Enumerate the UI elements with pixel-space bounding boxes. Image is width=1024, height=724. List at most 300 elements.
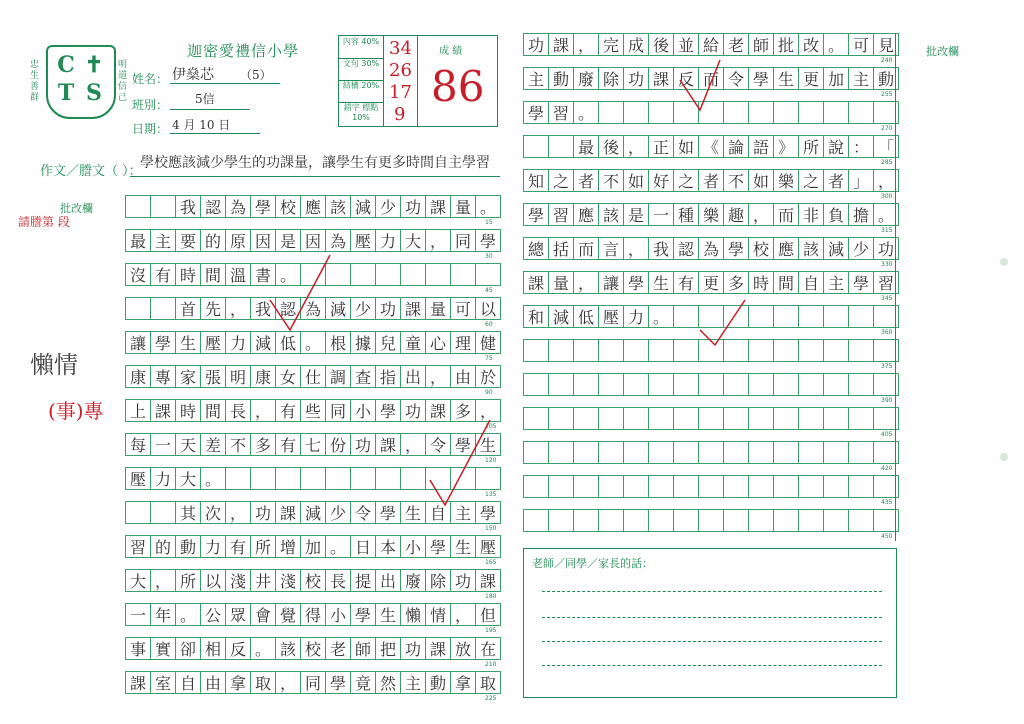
grid-cell: 校 <box>275 195 301 218</box>
grid-cell: 校 <box>300 637 326 660</box>
grid-cell: 是 <box>623 203 649 226</box>
grid-cell: 間 <box>773 271 799 294</box>
grid-cell: 課 <box>523 271 549 294</box>
grid-cell: 好 <box>648 169 674 192</box>
grid-cell: 。 <box>873 203 899 226</box>
grid-cell: 多 <box>723 271 749 294</box>
grid-cell: 出 <box>400 365 426 388</box>
row-number: 300 <box>881 193 893 200</box>
row-number: 255 <box>881 91 893 98</box>
grid-cell: 些 <box>300 399 326 422</box>
grid-cell: 壓 <box>475 535 501 558</box>
grid-cell: 課 <box>150 399 176 422</box>
grid-cell: 仕 <box>300 365 326 388</box>
grid-cell: 壓 <box>200 331 226 354</box>
grid-cell: 先 <box>200 297 226 320</box>
date-label: 日期： <box>132 122 169 136</box>
grid-cell: 淺 <box>225 569 251 592</box>
grid-cell: 功 <box>873 237 899 260</box>
left-remark-header: 批改欄 <box>60 202 93 215</box>
grid-cell: 老 <box>325 637 351 660</box>
grid-cell: 以 <box>475 297 501 320</box>
grid-cell: 。 <box>175 603 201 626</box>
grid-cell: 者 <box>823 169 849 192</box>
grid-cell: 後 <box>598 135 624 158</box>
grid-cell: ， <box>450 603 476 626</box>
grid-cell: 淺 <box>275 569 301 592</box>
grid-cell: 而 <box>573 237 599 260</box>
grid-cell: 負 <box>823 203 849 226</box>
grid-cell: 《 <box>698 135 724 158</box>
grid-cell: 該 <box>598 203 624 226</box>
grid-cell: 學 <box>523 203 549 226</box>
grid-cell: 我 <box>250 297 276 320</box>
grid-cell: 得 <box>300 603 326 626</box>
grid-cell: 懶 <box>400 603 426 626</box>
row-number: 105 <box>485 423 497 430</box>
grid-cell: 首 <box>175 297 201 320</box>
grid-cell: 事 <box>125 637 151 660</box>
grid-cell: 間 <box>200 399 226 422</box>
grid-cell: 。 <box>275 263 301 286</box>
grid-cell: 改 <box>798 33 824 56</box>
grid-cell: 之 <box>798 169 824 192</box>
grid-cell: 功 <box>450 569 476 592</box>
grid-cell: 據 <box>350 331 376 354</box>
grid-cell: 力 <box>375 229 401 252</box>
grid-cell: 量 <box>425 297 451 320</box>
grid-cell: 壓 <box>350 229 376 252</box>
grid-cell: 學 <box>375 501 401 524</box>
grid-cell: 課 <box>425 399 451 422</box>
row-number: 75 <box>485 355 493 362</box>
grid-cell: 增 <box>275 535 301 558</box>
check-mark <box>270 255 330 330</box>
grid-cell: 竟 <box>350 671 376 694</box>
grid-cell: 根 <box>325 331 351 354</box>
grid-cell: 如 <box>623 169 649 192</box>
grid-cell: 批 <box>773 33 799 56</box>
grid-cell: 低 <box>573 305 599 328</box>
grid-cell: 力 <box>200 535 226 558</box>
grid-cell: 課 <box>375 433 401 456</box>
check-mark <box>430 420 490 505</box>
grid-cell: 要 <box>175 229 201 252</box>
grid-cell: 於 <box>475 365 501 388</box>
grid-cell: ， <box>275 671 301 694</box>
grid-cell: 讓 <box>598 271 624 294</box>
row-number: 330 <box>881 261 893 268</box>
grid-cell: 上 <box>125 399 151 422</box>
grid-cell: 校 <box>300 569 326 592</box>
grid-cell: 而 <box>773 203 799 226</box>
grid-cell: 應 <box>573 203 599 226</box>
grid-cell: 七 <box>300 433 326 456</box>
grid-cell: 學 <box>350 603 376 626</box>
grid-cell: 調 <box>325 365 351 388</box>
grid-cell: 我 <box>648 237 674 260</box>
grid-cell: 功 <box>523 33 549 56</box>
grid-cell: 「 <box>873 135 899 158</box>
grid-cell: 主 <box>400 671 426 694</box>
grid-cell: 減 <box>823 237 849 260</box>
right-remark-header: 批改欄 <box>926 45 959 58</box>
grid-cell: 小 <box>400 535 426 558</box>
grid-cell: 。 <box>325 535 351 558</box>
row-number: 45 <box>485 287 493 294</box>
grid-cell: 學 <box>848 271 874 294</box>
grid-cell: 減 <box>548 305 574 328</box>
row-number: 240 <box>881 57 893 64</box>
grid-cell: 學 <box>475 229 501 252</box>
row-number: 225 <box>485 695 497 702</box>
grid-cell: 的 <box>200 229 226 252</box>
grid-cell: 少 <box>848 237 874 260</box>
grid-cell: 書 <box>250 263 276 286</box>
grid-cell: 不 <box>723 169 749 192</box>
class-label: 班別： <box>132 98 169 112</box>
grid-cell: 每 <box>125 433 151 456</box>
grid-cell: 兒 <box>375 331 401 354</box>
grid-cell: 有 <box>673 271 699 294</box>
grid-cell: 括 <box>548 237 574 260</box>
row-number: 405 <box>881 431 893 438</box>
grid-cell: 語 <box>748 135 774 158</box>
grid-cell: 》 <box>773 135 799 158</box>
grid-cell: 主 <box>523 67 549 90</box>
grid-cell: 把 <box>375 637 401 660</box>
grid-cell: 和 <box>523 305 549 328</box>
grid-cell: 。 <box>648 305 674 328</box>
check-mark <box>700 300 745 345</box>
grid-cell: 功 <box>250 501 276 524</box>
grid-cell: 並 <box>673 33 699 56</box>
name-label: 姓名： <box>132 72 169 86</box>
grid-cell: 理 <box>450 331 476 354</box>
grid-cell: 時 <box>175 263 201 286</box>
row-number: 270 <box>881 125 893 132</box>
school-name: 迦密愛禮信小學 <box>187 42 300 60</box>
row-number: 90 <box>485 389 493 396</box>
grid-cell: 習 <box>125 535 151 558</box>
grid-cell: ： <box>848 135 874 158</box>
grid-cell: 生 <box>400 501 426 524</box>
grid-cell: 總 <box>523 237 549 260</box>
grid-cell: 應 <box>300 195 326 218</box>
row-number: 435 <box>881 499 893 506</box>
total-label: 成 績 <box>439 46 463 57</box>
grid-cell: 認 <box>673 237 699 260</box>
grid-cell: 量 <box>548 271 574 294</box>
grid-cell: 令 <box>723 67 749 90</box>
grid-cell: 動 <box>873 67 899 90</box>
grid-cell: 實 <box>150 637 176 660</box>
grid-cell: 師 <box>350 637 376 660</box>
grid-cell: 次 <box>200 501 226 524</box>
grid-cell: 長 <box>325 569 351 592</box>
grid-cell: 為 <box>325 229 351 252</box>
grid-cell: ， <box>150 569 176 592</box>
grid-cell: 如 <box>748 169 774 192</box>
grid-cell: ， <box>425 229 451 252</box>
grid-cell: 加 <box>300 535 326 558</box>
grid-cell: 功 <box>623 67 649 90</box>
motto-right: 明道信己 <box>118 60 128 103</box>
row-number: 135 <box>485 491 497 498</box>
grid-cell: 同 <box>300 671 326 694</box>
grid-cell: 學 <box>748 67 774 90</box>
grid-cell: 公 <box>200 603 226 626</box>
grid-cell: 。 <box>573 101 599 124</box>
grid-cell: 生 <box>773 67 799 90</box>
row-number: 210 <box>485 661 497 668</box>
grid-cell: 給 <box>698 33 724 56</box>
grid-cell: 學 <box>623 271 649 294</box>
grid-cell: 以 <box>200 569 226 592</box>
grid-cell: 放 <box>450 637 476 660</box>
grid-cell: 力 <box>150 467 176 490</box>
grid-cell: 由 <box>200 671 226 694</box>
grid-cell: 動 <box>175 535 201 558</box>
grid-cell: 拿 <box>225 671 251 694</box>
row-number: 195 <box>485 627 497 634</box>
grid-cell: 減 <box>300 501 326 524</box>
side-note-2: (事)專 <box>48 399 104 423</box>
grid-cell: 趣 <box>723 203 749 226</box>
grid-cell: 該 <box>325 195 351 218</box>
grid-cell: 因 <box>300 229 326 252</box>
grid-cell: 有 <box>275 433 301 456</box>
grid-cell: 知 <box>523 169 549 192</box>
grid-cell: 力 <box>623 305 649 328</box>
grid-cell: 樂 <box>698 203 724 226</box>
grid-cell: 多 <box>250 433 276 456</box>
total-score: 86 <box>431 62 485 111</box>
grid-cell: 長 <box>225 399 251 422</box>
row-number: 180 <box>485 593 497 600</box>
grid-cell: 溫 <box>225 263 251 286</box>
grid-cell: 健 <box>475 331 501 354</box>
grid-cell: 主 <box>150 229 176 252</box>
grid-cell: 在 <box>475 637 501 660</box>
grid-cell: 少 <box>325 501 351 524</box>
grid-cell: 之 <box>673 169 699 192</box>
grid-cell: 課 <box>275 501 301 524</box>
grid-cell: 間 <box>200 263 226 286</box>
grid-cell: 功 <box>400 637 426 660</box>
grid-cell: 動 <box>425 671 451 694</box>
grid-cell: 專 <box>150 365 176 388</box>
grid-cell: 反 <box>673 67 699 90</box>
check-mark <box>680 60 720 110</box>
grid-cell: 功 <box>375 297 401 320</box>
grid-cell: 生 <box>648 271 674 294</box>
grid-cell: 老 <box>723 33 749 56</box>
grid-cell: 課 <box>125 671 151 694</box>
grid-cell: 學 <box>450 433 476 456</box>
grid-cell: 減 <box>250 331 276 354</box>
grid-cell: 校 <box>748 237 774 260</box>
score-structure: 17 <box>389 82 412 103</box>
grid-cell: 廢 <box>400 569 426 592</box>
grid-cell: 差 <box>200 433 226 456</box>
grid-cell: 所 <box>175 569 201 592</box>
grid-cell: 一 <box>150 433 176 456</box>
grid-cell: 壓 <box>125 467 151 490</box>
grid-cell: 更 <box>798 67 824 90</box>
grid-cell: 然 <box>375 671 401 694</box>
grid-cell: 相 <box>200 637 226 660</box>
grid-cell: 。 <box>250 637 276 660</box>
grid-cell: 少 <box>350 297 376 320</box>
left-remark-note: 請謄第 段 <box>18 215 70 229</box>
grid-cell: 令 <box>350 501 376 524</box>
row-number: 390 <box>881 397 893 404</box>
grid-cell: 而 <box>698 67 724 90</box>
grid-cell: 因 <box>250 229 276 252</box>
row-number: 375 <box>881 363 893 370</box>
score-label-structure: 結構 20% <box>342 81 380 90</box>
grid-cell: 主 <box>823 271 849 294</box>
grid-cell: 沒 <box>125 263 151 286</box>
grid-cell: ， <box>400 433 426 456</box>
grid-cell: 學 <box>475 501 501 524</box>
grid-cell: 學 <box>250 195 276 218</box>
grid-cell: 份 <box>325 433 351 456</box>
grid-cell: ， <box>748 203 774 226</box>
grid-cell: 認 <box>200 195 226 218</box>
grid-cell: 加 <box>823 67 849 90</box>
grid-cell: 自 <box>175 671 201 694</box>
name-value: 伊燊芯 <box>172 67 214 83</box>
grid-cell: 有 <box>275 399 301 422</box>
grid-cell: 主 <box>848 67 874 90</box>
grid-cell: 年 <box>150 603 176 626</box>
grid-cell: 課 <box>475 569 501 592</box>
grid-cell: 後 <box>648 33 674 56</box>
motto-left: 忠生善群 <box>30 60 40 103</box>
grid-cell: 生 <box>475 433 501 456</box>
grid-cell: 一 <box>648 203 674 226</box>
row-number: 420 <box>881 465 893 472</box>
grid-cell: 學 <box>375 399 401 422</box>
row-number: 120 <box>485 457 497 464</box>
grid-cell: 學 <box>325 671 351 694</box>
topic-label: 作文／謄文（ ）： <box>40 164 142 179</box>
grid-cell: 有 <box>225 535 251 558</box>
row-number: 345 <box>881 295 893 302</box>
grid-cell: 低 <box>275 331 301 354</box>
grid-cell: 日 <box>350 535 376 558</box>
grid-cell: 擔 <box>848 203 874 226</box>
grid-cell: 本 <box>375 535 401 558</box>
grid-cell: ， <box>425 365 451 388</box>
grid-cell: 心 <box>425 331 451 354</box>
grid-cell: 可 <box>848 33 874 56</box>
grid-cell: 如 <box>673 135 699 158</box>
comment-label: 老師／同學／家長的話： <box>532 557 653 570</box>
grid-cell: 小 <box>350 399 376 422</box>
grid-cell: 眾 <box>225 603 251 626</box>
grid-cell: 不 <box>225 433 251 456</box>
row-number: 60 <box>485 321 493 328</box>
grid-cell: 讓 <box>125 331 151 354</box>
grid-cell: 習 <box>873 271 899 294</box>
grid-cell: 所 <box>250 535 276 558</box>
grid-cell: 除 <box>598 67 624 90</box>
grid-cell: 學 <box>723 237 749 260</box>
grid-cell: 論 <box>723 135 749 158</box>
score-label-wording: 文句 30% <box>342 59 380 68</box>
side-note-1: 懶情 <box>30 351 78 379</box>
grid-cell: 拿 <box>450 671 476 694</box>
grid-cell: 最 <box>125 229 151 252</box>
grid-cell: 學 <box>523 101 549 124</box>
grid-cell: 量 <box>450 195 476 218</box>
grid-cell: ， <box>475 399 501 422</box>
grid-cell: 童 <box>400 331 426 354</box>
grid-cell: 令 <box>425 433 451 456</box>
grid-cell: 康 <box>125 365 151 388</box>
grid-cell: 學 <box>425 535 451 558</box>
grid-cell: ， <box>573 271 599 294</box>
grid-cell: 女 <box>275 365 301 388</box>
grid-cell: 自 <box>798 271 824 294</box>
grid-cell: 。 <box>475 195 501 218</box>
grid-cell: 廢 <box>573 67 599 90</box>
row-number: 15 <box>485 219 493 226</box>
grid-cell: 說 <box>823 135 849 158</box>
grid-cell: 出 <box>375 569 401 592</box>
grid-cell: 所 <box>798 135 824 158</box>
grid-cell: 主 <box>450 501 476 524</box>
grid-cell: 課 <box>648 67 674 90</box>
grid-cell: 言 <box>598 237 624 260</box>
grid-cell: 更 <box>698 271 724 294</box>
grid-cell: 覺 <box>275 603 301 626</box>
grid-cell: 時 <box>175 399 201 422</box>
grid-cell: 該 <box>275 637 301 660</box>
grid-cell: ， <box>225 501 251 524</box>
grid-cell: 之 <box>548 169 574 192</box>
grid-cell: 課 <box>425 195 451 218</box>
grid-cell: 家 <box>175 365 201 388</box>
row-number: 150 <box>485 525 497 532</box>
grid-cell: 天 <box>175 433 201 456</box>
grid-cell: 情 <box>425 603 451 626</box>
grid-cell: 減 <box>325 297 351 320</box>
grid-cell: 壓 <box>598 305 624 328</box>
grid-cell: 同 <box>325 399 351 422</box>
grid-cell: 為 <box>698 237 724 260</box>
grid-cell: 應 <box>773 237 799 260</box>
grid-cell: 查 <box>350 365 376 388</box>
grid-cell: 生 <box>375 603 401 626</box>
grid-cell: 課 <box>548 33 574 56</box>
grid-cell: 的 <box>150 535 176 558</box>
grid-cell: 原 <box>225 229 251 252</box>
grid-cell: 會 <box>250 603 276 626</box>
grid-cell: 樂 <box>773 169 799 192</box>
grid-cell: ， <box>623 135 649 158</box>
grid-cell: 可 <box>450 297 476 320</box>
grid-cell: 大 <box>400 229 426 252</box>
grid-cell: 有 <box>150 263 176 286</box>
row-number: 165 <box>485 559 497 566</box>
grid-cell: 室 <box>150 671 176 694</box>
grid-cell: 卻 <box>175 637 201 660</box>
grid-cell: 生 <box>175 331 201 354</box>
